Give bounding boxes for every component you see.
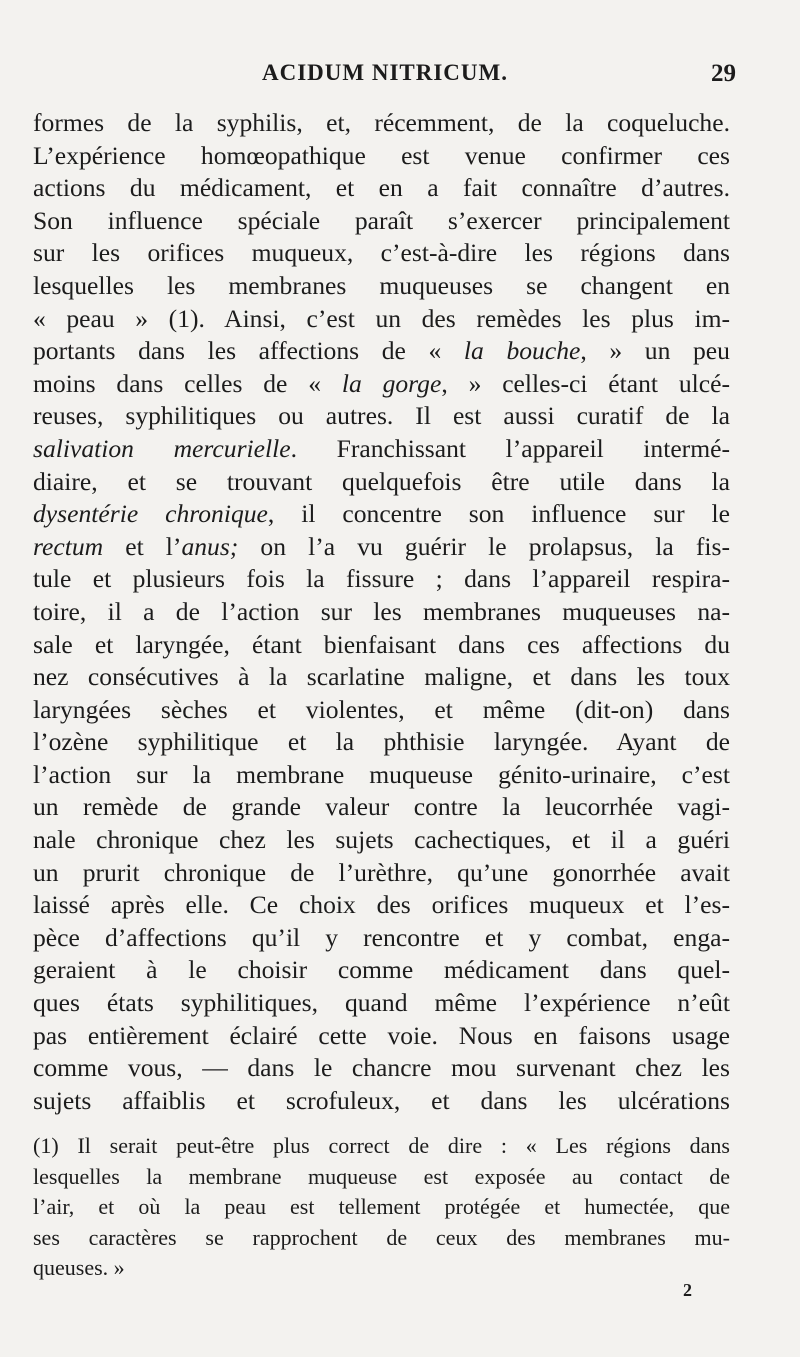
body-line: [33, 726, 730, 759]
running-title: ACIDUM NITRICUM.: [262, 60, 508, 85]
text-run: reuses, syphilitiques ou autres. Il est aussi curatif de la: [33, 401, 730, 431]
text-run: toire, il a de l’action sur les membranes muqueuses na-: [33, 596, 730, 626]
italic-phrase: anus;: [181, 531, 239, 561]
body-line: [33, 791, 730, 824]
text-run: et l’: [103, 531, 182, 561]
italic-phrase: rectum: [33, 531, 104, 561]
body-line: [33, 1052, 730, 1085]
body-line: [33, 172, 730, 205]
text-run: . Franchissant l’appareil intermé-: [290, 433, 730, 463]
body-line: [33, 270, 730, 303]
body-line: [33, 889, 730, 922]
footnote-line: queuses. »: [33, 1255, 125, 1280]
text-run: sale et laryngée, étant bienfaisant dans ces affections du: [33, 629, 730, 659]
body-line: [33, 596, 730, 629]
body-line: [33, 531, 730, 564]
body-text: [33, 107, 730, 1117]
text-run: sur les orifices muqueux, c’est-à-dire les régions dans: [33, 238, 730, 268]
body-line: [33, 368, 730, 401]
text-run: sujets affaiblis et scrofuleux, et dans les ulcérations: [33, 1085, 730, 1115]
body-line: [33, 922, 730, 955]
text-run: , » un peu: [580, 336, 730, 366]
body-line: [33, 857, 730, 890]
body-line: [33, 694, 730, 727]
body-line: [33, 954, 730, 987]
text-run: un prurit chronique de l’urèthre, qu’une gonorrhée avait: [33, 857, 730, 887]
printer-signature-mark: 2: [683, 1280, 692, 1300]
italic-phrase: la bouche: [463, 336, 581, 366]
text-run: lesquelles les membranes muqueuses se changent en: [33, 270, 730, 300]
text-run: , il concentre son influence sur le: [267, 499, 730, 529]
footnote-line: lesquelles la membrane muqueuse est exposée au contact de: [33, 1163, 730, 1189]
body-line: [33, 237, 730, 270]
footnote-line: ses caractères se rapprochent de ceux des membranes mu-: [33, 1224, 730, 1250]
body-line: [33, 466, 730, 499]
text-run: L’expérience homœopathique est venue confirmer ces: [33, 140, 730, 170]
text-run: un remède de grande valeur contre la leucorrhée vagi-: [33, 792, 730, 822]
page-header: [0, 60, 800, 92]
text-run: , » celles-ci étant ulcé-: [441, 368, 730, 398]
body-line: [33, 433, 730, 466]
body-line: [33, 303, 730, 336]
body-line: [33, 629, 730, 662]
page-number: 29: [711, 60, 736, 87]
text-run: nale chronique chez les sujets cachectiques, et il a guéri: [33, 825, 730, 855]
text-run: pas entièrement éclairé cette voie. Nous en faisons usage: [33, 1020, 730, 1050]
text-run: formes de la syphilis, et, récemment, de la coqueluche.: [33, 108, 730, 137]
italic-phrase: dysentérie chronique: [33, 499, 268, 529]
body-line: [33, 498, 730, 531]
footnote: [33, 1131, 730, 1284]
text-run: ques états syphilitiques, quand même l’expérience n’eût: [33, 988, 730, 1018]
text-run: laryngées sèches et violentes, et même (dit-on) dans: [33, 694, 730, 724]
body-line: [33, 824, 730, 857]
text-run: actions du médicament, et en a fait connaître d’autres.: [33, 173, 730, 203]
text-run: « peau » (1). Ainsi, c’est un des remèdes les plus im-: [33, 303, 730, 333]
body-line: [33, 335, 730, 368]
text-run: portants dans les affections de «: [33, 336, 464, 366]
body-line: [33, 1085, 730, 1118]
body-line: [33, 987, 730, 1020]
text-run: nez consécutives à la scarlatine maligne, et dans les toux: [33, 662, 730, 692]
text-run: l’ozène syphilitique et la phthisie laryngée. Ayant de: [33, 727, 730, 757]
body-line: [33, 759, 730, 792]
text-run: laissé après elle. Ce choix des orifices muqueux et l’es-: [33, 890, 730, 920]
body-line: [33, 1020, 730, 1053]
body-line: [33, 107, 730, 140]
body-line: [33, 661, 730, 694]
body-line: [33, 563, 730, 596]
body-line: [33, 205, 730, 238]
italic-phrase: salivation mercurielle: [33, 433, 291, 463]
body-line: [33, 400, 730, 433]
text-run: diaire, et se trouvant quelquefois être utile dans la: [33, 466, 730, 496]
text-run: on l’a vu guérir le prolapsus, la fis-: [238, 531, 730, 561]
text-run: geraient à le choisir comme médicament dans quel-: [33, 955, 730, 985]
italic-phrase: la gorge: [341, 368, 442, 398]
footnote-line: l’air, et où la peau est tellement protégée et humectée, que: [33, 1194, 730, 1219]
text-run: comme vous, — dans le chancre mou survenant chez les: [33, 1053, 730, 1083]
footnote-line: (1) Il serait peut-être plus correct de dire : « Les régions dans: [33, 1133, 730, 1158]
body-line: [33, 140, 730, 173]
text-run: pèce d’affections qu’il y rencontre et y combat, enga-: [33, 922, 730, 952]
text-run: l’action sur la membrane muqueuse génito-urinaire, c’est: [33, 759, 730, 789]
text-run: tule et plusieurs fois la fissure ; dans l’appareil respira-: [33, 564, 730, 594]
text-run: moins dans celles de «: [33, 368, 342, 398]
text-run: Son influence spéciale paraît s’exercer principalement: [33, 205, 730, 235]
